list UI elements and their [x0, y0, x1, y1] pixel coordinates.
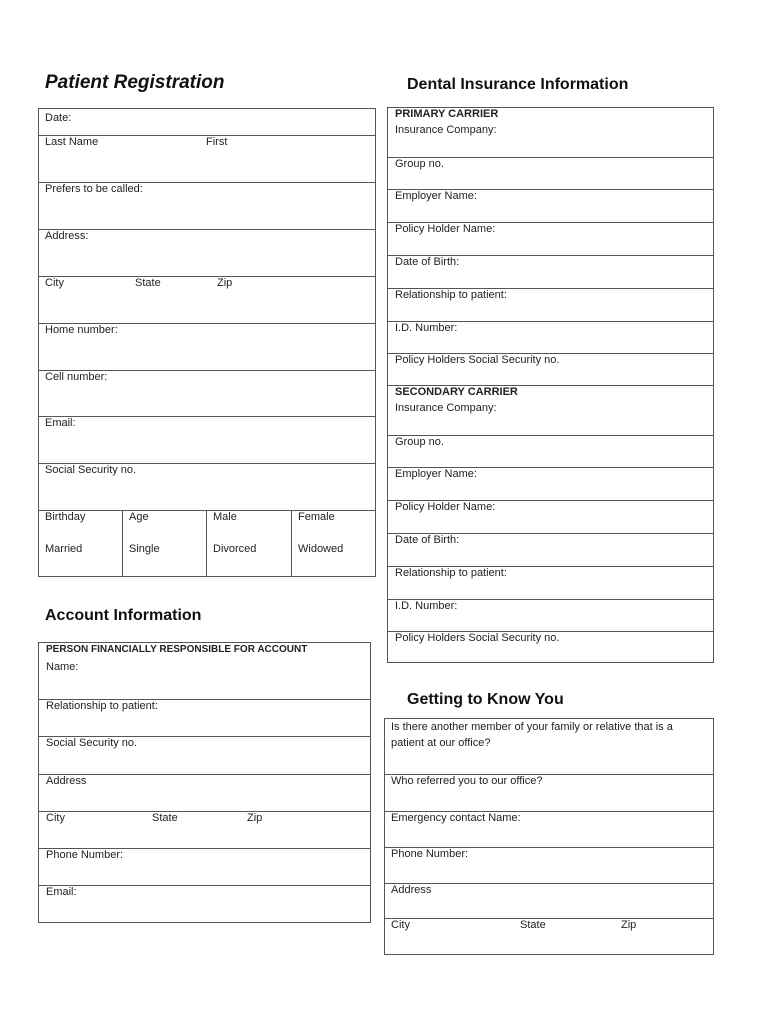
account-state-label: State	[152, 812, 178, 824]
city-state-zip-field[interactable]	[39, 277, 375, 324]
primary-id-field[interactable]	[388, 322, 713, 354]
insurance-company-label: Insurance Company:	[395, 124, 497, 136]
account-information-form	[38, 642, 371, 923]
employer-label: Employer Name:	[395, 468, 477, 480]
dental-insurance-title: Dental Insurance Information	[407, 76, 629, 93]
emergency-city-label: City	[391, 919, 410, 931]
secondary-carrier-insurance-company[interactable]	[388, 386, 713, 436]
relationship-label: Relationship to patient:	[395, 567, 507, 579]
secondary-employer-field[interactable]	[388, 468, 713, 501]
id-label: I.D. Number:	[395, 322, 458, 334]
account-city-label: City	[46, 812, 65, 824]
referred-label: Who referred you to our office?	[391, 775, 543, 787]
city-label: City	[45, 277, 64, 289]
account-ssn-field[interactable]	[39, 737, 370, 775]
first-name-label: First	[206, 136, 228, 148]
emergency-zip-label: Zip	[621, 919, 637, 931]
age-cell[interactable]: Age	[129, 511, 149, 523]
divorced-option[interactable]: Divorced	[213, 543, 257, 555]
dob-label: Date of Birth:	[395, 256, 460, 268]
dental-insurance-form	[387, 107, 714, 663]
name-field[interactable]	[39, 136, 375, 183]
account-city-state-zip-field[interactable]	[39, 812, 370, 849]
group-label: Group no.	[395, 158, 444, 170]
policy-holder-label: Policy Holder Name:	[395, 501, 496, 513]
emergency-phone-field[interactable]	[385, 848, 713, 884]
account-phone-label: Phone Number:	[46, 849, 124, 861]
account-name-label: Name:	[46, 661, 79, 673]
account-ssn-label: Social Security no.	[46, 737, 138, 749]
primary-policy-holder-field[interactable]	[388, 223, 713, 256]
primary-group-field[interactable]	[388, 158, 713, 190]
id-label: I.D. Number:	[395, 600, 458, 612]
employer-label: Employer Name:	[395, 190, 477, 202]
insurance-company-label: Insurance Company:	[395, 402, 497, 414]
secondary-group-field[interactable]	[388, 436, 713, 468]
secondary-policy-ssn-field[interactable]	[388, 632, 713, 662]
patient-registration-title: Patient Registration	[45, 72, 225, 93]
date-label: Date:	[45, 112, 72, 124]
primary-dob-field[interactable]	[388, 256, 713, 289]
prefers-field[interactable]	[39, 183, 375, 230]
account-zip-label: Zip	[247, 812, 263, 824]
account-address-field[interactable]	[39, 775, 370, 812]
zip-label: Zip	[217, 277, 233, 289]
cell-number-field[interactable]	[39, 371, 375, 417]
emergency-contact-field[interactable]	[385, 812, 713, 848]
emergency-address-label: Address	[391, 884, 432, 896]
account-address-label: Address	[46, 775, 87, 787]
responsible-person-header: PERSON FINANCIALLY RESPONSIBLE FOR ACCOUNT	[46, 644, 308, 655]
account-relationship-field[interactable]	[39, 700, 370, 737]
single-option[interactable]: Single	[129, 543, 160, 555]
address-label: Address:	[45, 230, 89, 242]
referred-field[interactable]	[385, 775, 713, 812]
last-name-label: Last Name	[45, 136, 99, 148]
family-member-question: Is there another member of your family or relative that is a patient at our office?	[391, 721, 673, 749]
demographic-grid	[39, 511, 375, 577]
home-number-label: Home number:	[45, 324, 118, 336]
date-field[interactable]	[39, 109, 375, 136]
ssn-field[interactable]	[39, 464, 375, 511]
family-member-field[interactable]	[385, 719, 713, 775]
cell-number-label: Cell number:	[45, 371, 108, 383]
emergency-contact-label: Emergency contact Name:	[391, 812, 521, 824]
policy-holder-label: Policy Holder Name:	[395, 223, 496, 235]
secondary-policy-holder-field[interactable]	[388, 501, 713, 534]
secondary-carrier-header: SECONDARY CARRIER	[395, 386, 518, 398]
emergency-state-label: State	[520, 919, 546, 931]
getting-to-know-you-title: Getting to Know You	[407, 691, 564, 708]
account-relationship-label: Relationship to patient:	[46, 700, 158, 712]
secondary-relationship-field[interactable]	[388, 567, 713, 600]
emergency-address-field[interactable]	[385, 884, 713, 919]
emergency-phone-label: Phone Number:	[391, 848, 469, 860]
account-name-field[interactable]	[39, 643, 370, 700]
primary-carrier-insurance-company[interactable]	[388, 108, 713, 158]
patient-registration-form	[38, 108, 376, 577]
primary-employer-field[interactable]	[388, 190, 713, 223]
grid-divider	[291, 511, 292, 577]
account-email-field[interactable]	[39, 886, 370, 922]
relationship-label: Relationship to patient:	[395, 289, 507, 301]
policy-ssn-label: Policy Holders Social Security no.	[395, 632, 560, 644]
secondary-id-field[interactable]	[388, 600, 713, 632]
email-field[interactable]	[39, 417, 375, 464]
birthday-cell[interactable]: Birthday	[45, 511, 86, 523]
ssn-label: Social Security no.	[45, 464, 137, 476]
emergency-city-state-zip-field[interactable]	[385, 919, 713, 954]
policy-ssn-label: Policy Holders Social Security no.	[395, 354, 560, 366]
secondary-dob-field[interactable]	[388, 534, 713, 567]
group-label: Group no.	[395, 436, 444, 448]
address-field[interactable]	[39, 230, 375, 277]
primary-carrier-header: PRIMARY CARRIER	[395, 108, 499, 120]
male-option[interactable]: Male	[213, 511, 237, 523]
female-option[interactable]: Female	[298, 511, 335, 523]
primary-relationship-field[interactable]	[388, 289, 713, 322]
account-phone-field[interactable]	[39, 849, 370, 886]
email-label: Email:	[45, 417, 76, 429]
widowed-option[interactable]: Widowed	[298, 543, 344, 555]
state-label: State	[135, 277, 161, 289]
grid-divider	[122, 511, 123, 577]
dob-label: Date of Birth:	[395, 534, 460, 546]
primary-policy-ssn-field[interactable]	[388, 354, 713, 386]
account-information-title: Account Information	[45, 607, 202, 624]
home-number-field[interactable]	[39, 324, 375, 371]
getting-to-know-you-form	[384, 718, 714, 955]
grid-divider	[206, 511, 207, 577]
account-email-label: Email:	[46, 886, 77, 898]
married-option[interactable]: Married	[45, 543, 83, 555]
prefers-label: Prefers to be called:	[45, 183, 143, 195]
